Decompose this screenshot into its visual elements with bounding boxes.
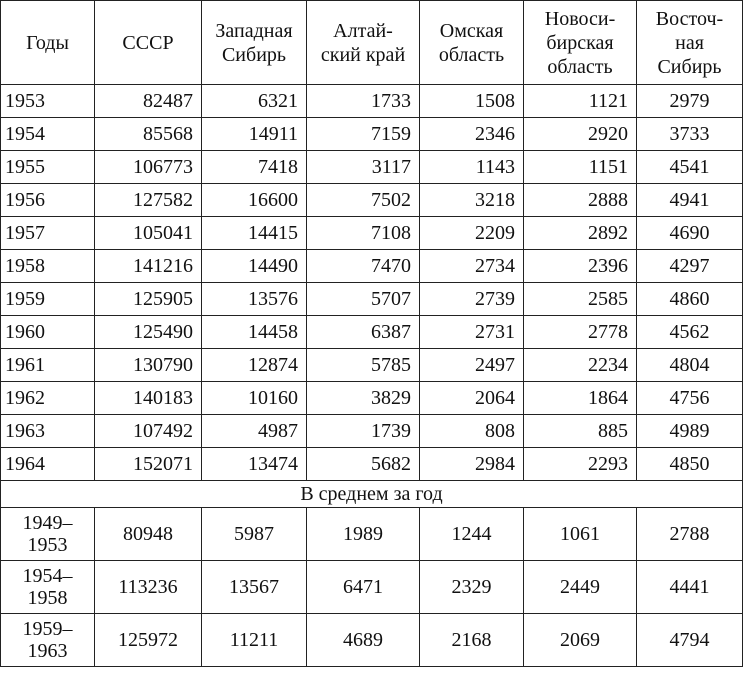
table-row (1, 349, 743, 382)
column-header-line: СССР (122, 31, 174, 54)
period-line: 1958 (27, 587, 68, 609)
value-cell: 7159 (307, 118, 420, 151)
value-cell: 125972 (95, 614, 202, 667)
column-header-line: Омская (439, 19, 504, 42)
value-cell: 4690 (637, 217, 743, 250)
table-row (1, 283, 743, 316)
value-cell: 2585 (524, 283, 637, 316)
table-row (1, 508, 743, 561)
column-header-line: Восточ- (655, 7, 724, 30)
value-cell: 13567 (202, 561, 307, 614)
column-header-line: Новоси- (544, 7, 616, 30)
value-cell: 2892 (524, 217, 637, 250)
value-cell: 7108 (307, 217, 420, 250)
year-cell: 1956 (1, 184, 95, 217)
value-cell: 7502 (307, 184, 420, 217)
value-cell: 14911 (202, 118, 307, 151)
column-header (1, 1, 95, 85)
year-cell: 1962 (1, 382, 95, 415)
value-cell: 80948 (95, 508, 202, 561)
value-cell: 14415 (202, 217, 307, 250)
value-cell: 2234 (524, 349, 637, 382)
period-cell (1, 561, 95, 614)
period-cell (1, 508, 95, 561)
value-cell: 14490 (202, 250, 307, 283)
value-cell: 3733 (637, 118, 743, 151)
table-row (1, 151, 743, 184)
period-line: 1963 (27, 640, 68, 662)
value-cell: 141216 (95, 250, 202, 283)
header-row (1, 1, 743, 85)
year-cell: 1963 (1, 415, 95, 448)
table-row (1, 561, 743, 614)
value-cell: 2346 (420, 118, 524, 151)
table-header (1, 1, 743, 85)
column-header-line: ная (675, 31, 704, 54)
value-cell: 2209 (420, 217, 524, 250)
column-header-line: Сибирь (657, 55, 722, 78)
period-line: 1953 (27, 534, 68, 556)
average-rows (1, 508, 743, 667)
section-divider (1, 481, 743, 508)
value-cell: 2449 (524, 561, 637, 614)
year-cell: 1954 (1, 118, 95, 151)
table-row (1, 85, 743, 118)
value-cell: 4941 (637, 184, 743, 217)
column-header-line: Алтай- (333, 19, 393, 42)
column-header-line: ский край (320, 43, 406, 66)
value-cell: 4850 (637, 448, 743, 481)
value-cell: 2731 (420, 316, 524, 349)
period-cell (1, 614, 95, 667)
value-cell: 107492 (95, 415, 202, 448)
value-cell: 4297 (637, 250, 743, 283)
value-cell: 1508 (420, 85, 524, 118)
year-cell: 1957 (1, 217, 95, 250)
column-header-line: Западная (215, 19, 293, 42)
value-cell: 2920 (524, 118, 637, 151)
value-cell: 113236 (95, 561, 202, 614)
table-row (1, 250, 743, 283)
column-header-line: область (438, 43, 505, 66)
value-cell: 106773 (95, 151, 202, 184)
period-line: 1954– (22, 565, 73, 587)
value-cell: 6321 (202, 85, 307, 118)
value-cell: 2064 (420, 382, 524, 415)
value-cell: 12874 (202, 349, 307, 382)
value-cell: 7418 (202, 151, 307, 184)
value-cell: 2168 (420, 614, 524, 667)
value-cell: 808 (420, 415, 524, 448)
value-cell: 4860 (637, 283, 743, 316)
value-cell: 4689 (307, 614, 420, 667)
table-row (1, 316, 743, 349)
value-cell: 2329 (420, 561, 524, 614)
value-cell: 5682 (307, 448, 420, 481)
value-cell: 2984 (420, 448, 524, 481)
value-cell: 1989 (307, 508, 420, 561)
value-cell: 4541 (637, 151, 743, 184)
column-header (637, 1, 743, 85)
value-cell: 13576 (202, 283, 307, 316)
value-cell: 3117 (307, 151, 420, 184)
value-cell: 4794 (637, 614, 743, 667)
year-cell: 1959 (1, 283, 95, 316)
value-cell: 5707 (307, 283, 420, 316)
section-row (1, 481, 743, 508)
table-row (1, 118, 743, 151)
section-label: В среднем за год (1, 481, 743, 508)
table-row (1, 382, 743, 415)
yearly-rows (1, 85, 743, 481)
value-cell: 152071 (95, 448, 202, 481)
value-cell: 11211 (202, 614, 307, 667)
column-header (95, 1, 202, 85)
value-cell: 1864 (524, 382, 637, 415)
value-cell: 2069 (524, 614, 637, 667)
value-cell: 14458 (202, 316, 307, 349)
period-line: 1949– (22, 512, 73, 534)
value-cell: 1061 (524, 508, 637, 561)
year-cell: 1961 (1, 349, 95, 382)
year-cell: 1960 (1, 316, 95, 349)
column-header-line: бирская (546, 31, 614, 54)
column-header (524, 1, 637, 85)
value-cell: 140183 (95, 382, 202, 415)
value-cell: 5785 (307, 349, 420, 382)
year-cell: 1964 (1, 448, 95, 481)
table-row (1, 217, 743, 250)
value-cell: 125905 (95, 283, 202, 316)
value-cell: 127582 (95, 184, 202, 217)
value-cell: 2396 (524, 250, 637, 283)
value-cell: 2788 (637, 508, 743, 561)
value-cell: 4989 (637, 415, 743, 448)
value-cell: 6387 (307, 316, 420, 349)
column-header (202, 1, 307, 85)
value-cell: 2734 (420, 250, 524, 283)
table-row (1, 184, 743, 217)
value-cell: 82487 (95, 85, 202, 118)
column-header (307, 1, 420, 85)
value-cell: 1143 (420, 151, 524, 184)
value-cell: 2888 (524, 184, 637, 217)
value-cell: 13474 (202, 448, 307, 481)
value-cell: 2778 (524, 316, 637, 349)
value-cell: 85568 (95, 118, 202, 151)
period-line: 1959– (22, 618, 73, 640)
value-cell: 130790 (95, 349, 202, 382)
value-cell: 4756 (637, 382, 743, 415)
value-cell: 6471 (307, 561, 420, 614)
value-cell: 4804 (637, 349, 743, 382)
table-row (1, 614, 743, 667)
value-cell: 2293 (524, 448, 637, 481)
value-cell: 7470 (307, 250, 420, 283)
column-header-line: Годы (26, 31, 69, 54)
value-cell: 5987 (202, 508, 307, 561)
value-cell: 1733 (307, 85, 420, 118)
value-cell: 2739 (420, 283, 524, 316)
value-cell: 105041 (95, 217, 202, 250)
value-cell: 4441 (637, 561, 743, 614)
value-cell: 1739 (307, 415, 420, 448)
value-cell: 10160 (202, 382, 307, 415)
value-cell: 125490 (95, 316, 202, 349)
value-cell: 2979 (637, 85, 743, 118)
table-row (1, 448, 743, 481)
column-header (420, 1, 524, 85)
year-cell: 1958 (1, 250, 95, 283)
year-cell: 1955 (1, 151, 95, 184)
value-cell: 4987 (202, 415, 307, 448)
value-cell: 3829 (307, 382, 420, 415)
value-cell: 2497 (420, 349, 524, 382)
value-cell: 16600 (202, 184, 307, 217)
year-cell: 1953 (1, 85, 95, 118)
value-cell: 1244 (420, 508, 524, 561)
value-cell: 3218 (420, 184, 524, 217)
value-cell: 4562 (637, 316, 743, 349)
column-header-line: область (547, 55, 613, 78)
column-header-line: Сибирь (221, 43, 287, 66)
value-cell: 1151 (524, 151, 637, 184)
value-cell: 1121 (524, 85, 637, 118)
value-cell: 885 (524, 415, 637, 448)
table-row (1, 415, 743, 448)
